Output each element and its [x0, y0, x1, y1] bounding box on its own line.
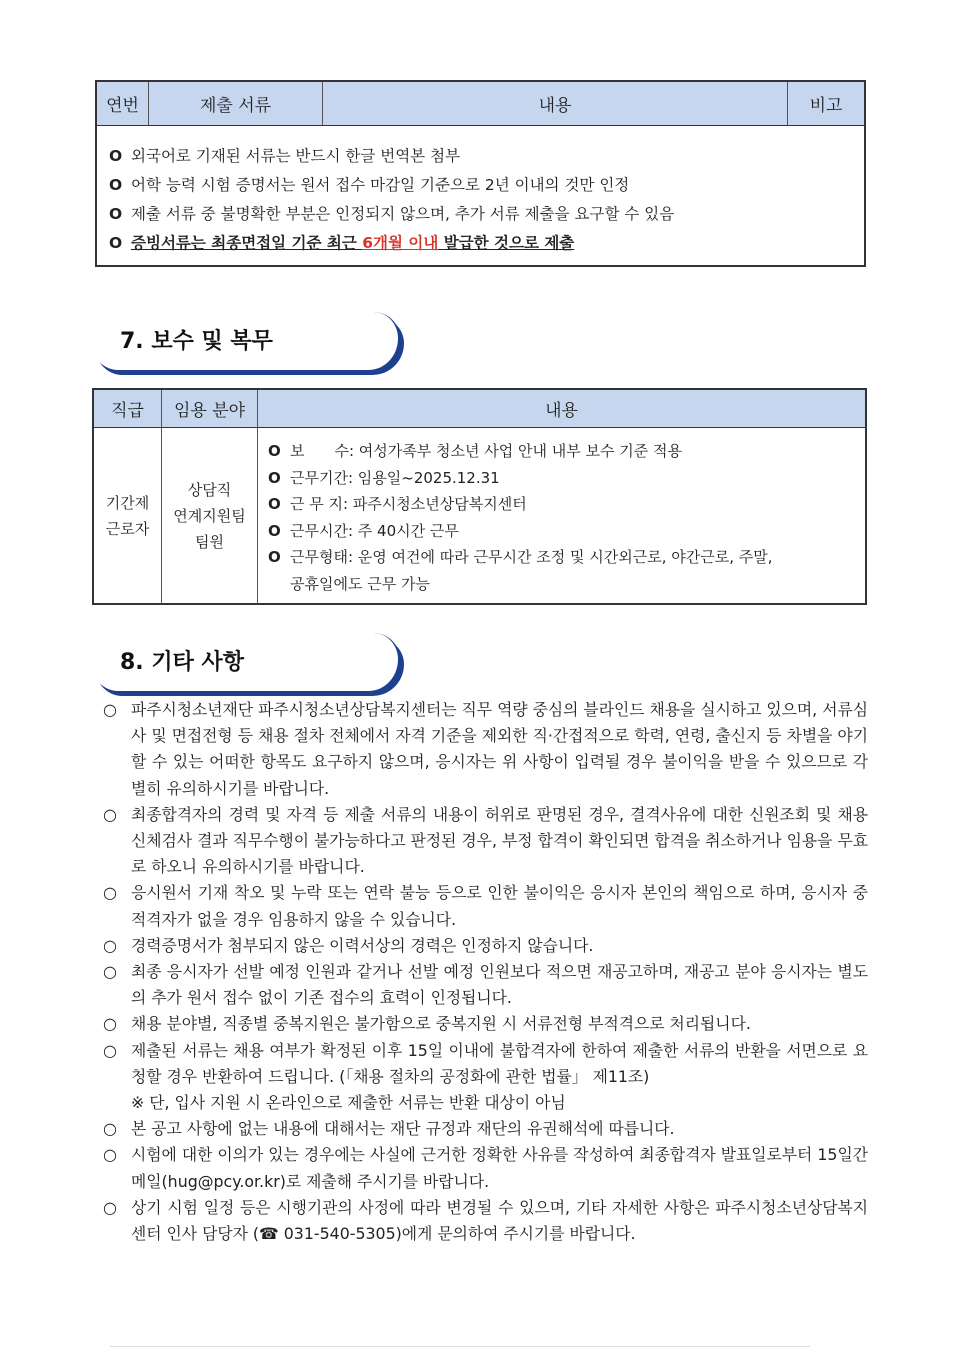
bullet-icon: O: [268, 521, 281, 540]
section-7-heading: [92, 312, 400, 370]
circle-bullet-icon: ○: [103, 1014, 117, 1034]
section-title: 8. 기타 사항: [120, 650, 244, 675]
bullet-icon: O: [268, 548, 281, 566]
other-notes-list: [103, 697, 868, 1247]
list-item: ○ 본 공고 사항에 없는 내용에 대해서는 재단 규정과 재단의 유권해석에 따릅니다.: [103, 1116, 868, 1142]
circle-bullet-icon: ○: [103, 1119, 117, 1139]
list-item: ○ 상기 시험 일정 등은 시행기관의 사정에 따라 변경될 수 있으며, 기타 자세한 사항은 파주시청소년상담복지센터 인사 담당자 (☎ 031-540-5305)에게 문의하여 주시기를 바랍니다.: [103, 1195, 868, 1247]
bullet-icon: O: [109, 234, 123, 252]
header-grade: 직급: [94, 390, 162, 427]
bullet-icon: O: [109, 205, 123, 223]
documents-table-header: [97, 82, 864, 126]
list-item: ○ 채용 분야별, 직종별 중복지원은 불가함으로 중복지원 시 서류전형 부적격으로 처리됩니다.: [103, 1011, 868, 1037]
footer-divider: [110, 1346, 810, 1347]
content-cell: [258, 428, 865, 604]
bullet-icon: O: [109, 176, 123, 194]
header-field: 임용 분야: [162, 390, 258, 427]
list-item: O 보 수: 여성가족부 청소년 사업 안내 내부 보수 기준 적용: [268, 438, 865, 465]
header-documents: 제출 서류: [149, 82, 323, 125]
compensation-table-header: [94, 390, 865, 428]
list-item-continuation: 공휴일에도 근무 가능: [290, 574, 430, 593]
circle-bullet-icon: ○: [103, 883, 117, 903]
list-item: ○ 파주시청소년재단 파주시청소년상담복지센터는 직무 역량 중심의 블라인드 채용을 실시하고 있으며, 서류심사 및 면접전형 등 채용 절차 전체에서 자격 기준을 제외한 직·간접적으로 학력, 연령, 출신지 등 차별을 야기할 수 있는 어떠한 항목도 요구하지 않으며, 응시자는 위 사항이 입력될 경우 불이익을 받을 수 있으므로 각별히 유의하시기를 바랍니다.: [103, 697, 868, 802]
bullet-icon: O: [268, 468, 281, 487]
compensation-table-body: [94, 428, 865, 604]
list-item: O 근 무 지: 파주시청소년상담복지센터: [268, 491, 865, 518]
compensation-table: [92, 388, 867, 605]
bullet-icon: O: [109, 147, 123, 165]
field-cell: 상담직 연계지원팀 팀원: [162, 428, 258, 604]
list-item: O 근무형태: 운영 여건에 따라 근무시간 조정 및 시간외근로, 야간근로, 주말,: [268, 544, 865, 571]
sub-note: ※ 단, 입사 지원 시 온라인으로 제출한 서류는 반환 대상이 아님: [131, 1093, 566, 1113]
circle-bullet-icon: ○: [103, 804, 117, 824]
header-content: 내용: [323, 82, 788, 125]
documents-table-body: [97, 126, 864, 258]
circle-bullet-icon: ○: [103, 1040, 117, 1060]
list-item: O 외국어로 기재된 서류는 반드시 한글 번역본 첨부: [109, 142, 864, 171]
section-8-heading: [92, 633, 400, 691]
list-item: O 근무기간: 임용일~2025.12.31: [268, 465, 865, 492]
list-item: ○ 제출된 서류는 채용 여부가 확정된 이후 15일 이내에 불합격자에 한하여 제출한 서류의 반환을 서면으로 요청할 경우 반환하여 드립니다. (「채용 절차의 공정화에 관한 법률」 제11조): [103, 1038, 868, 1090]
header-no: 연번: [97, 82, 149, 125]
header-note: 비고: [809, 96, 843, 116]
circle-bullet-icon: ○: [103, 1197, 117, 1217]
header-content: 내용: [545, 401, 578, 421]
list-item: ○ 최종합격자의 경력 및 자격 등 제출 서류의 내용이 허위로 판명된 경우, 결격사유에 대한 신원조회 및 채용 신체검사 결과 직무수행이 불가능하다고 판정된 경우, 부정 합격이 확인되면 합격을 취소하거나 임용을 무효로 하오니 유의하시기를 바랍니다.: [103, 802, 868, 881]
bullet-icon: O: [268, 442, 281, 460]
list-item: O 근무시간: 주 40시간 근무: [268, 518, 865, 545]
bullet-icon: O: [268, 495, 281, 513]
list-item-highlight: O 증빙서류는 최종면접일 기준 최근 6개월 이내 발급한 것으로 제출: [109, 229, 864, 258]
grade-cell: 기간제 근로자: [94, 428, 162, 604]
list-item: ○ 응시원서 기재 착오 및 누락 또는 연락 불능 등으로 인한 불이익은 응시자 본인의 책임으로 하며, 응시자 중 적격자가 없을 경우 임용하지 않을 수 있습니다.: [103, 880, 868, 932]
section-title: 7. 보수 및 복무: [120, 329, 273, 354]
list-item: ○ 시험에 대한 이의가 있는 경우에는 사실에 근거한 정확한 사유를 작성하여 최종합격자 발표일로부터 15일간 메일(hug@pcy.or.kr)로 제출해 주시기를 바랍니다.: [103, 1142, 868, 1194]
list-item: ○ 경력증명서가 첨부되지 않은 이력서상의 경력은 인정하지 않습니다.: [103, 933, 868, 959]
circle-bullet-icon: ○: [103, 962, 117, 982]
circle-bullet-icon: ○: [103, 1145, 117, 1165]
list-item: O 제출 서류 중 불명확한 부분은 인정되지 않으며, 추가 서류 제출을 요구할 수 있음: [109, 200, 864, 229]
highlight-text: 6개월 이내: [362, 234, 439, 252]
documents-table: [95, 80, 866, 267]
list-item: O 어학 능력 시험 증명서는 원서 접수 마감일 기준으로 2년 이내의 것만 인정: [109, 171, 864, 200]
circle-bullet-icon: ○: [103, 935, 117, 955]
circle-bullet-icon: ○: [103, 700, 117, 719]
list-item: ○ 최종 응시자가 선발 예정 인원과 같거나 선발 예정 인원보다 적으면 재공고하며, 재공고 분야 응시자는 별도의 추가 원서 접수 없이 기존 접수의 효력이 인정됩니다.: [103, 959, 868, 1011]
